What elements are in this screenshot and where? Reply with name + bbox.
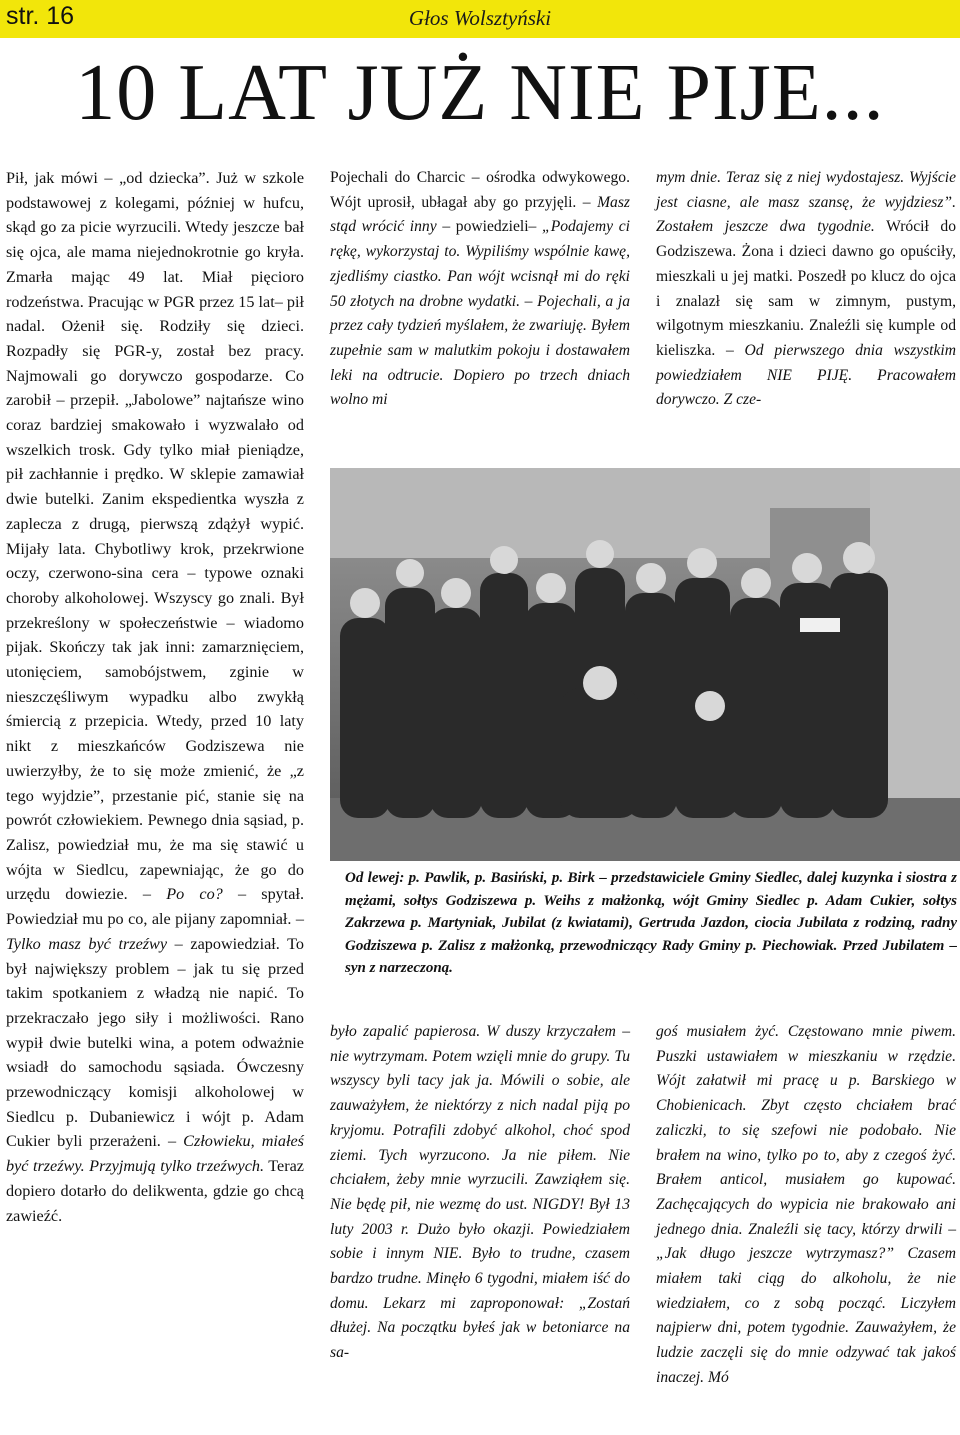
article-column-2 (330, 166, 630, 413)
article-column-1 (6, 166, 304, 1228)
text-run: Po co? (166, 885, 223, 904)
text-run: – powiedzieli– (436, 218, 543, 236)
article-column-5 (656, 1020, 956, 1391)
text-run: Od pierwszego dnia wszystkim powiedziałem NIE PIJĘ. Pracowałem dorywczo. Z cze- (656, 341, 956, 409)
article-column-3 (656, 166, 956, 413)
text-run: Pił, jak mówi – „od dziecka”. Już w szkole podstawowej z kolegami, później w hufcu, skąd go za picie wyrzucili. Wtedy jeszcze bał się ojca, ale mama niejednokrotnie go kryła. Zmarła mając 49 lat. Miał pięcioro rodzeństwa. Pracując w PGR przez 15 lat– pił nadal. Ożenił się. Rodziły się dzieci. Rozpadły się PGR-y, został bez pracy. Najmowali go dorywczo gospodarze. Co zarobił – przepił. „Jabolowe” najtańsze wino coraz bardziej smakowało i wyzwalało od wszelkich trosk. Gdy tylko miał pieniądze, pił zachłannie i prędko. W sklepie zamawiał dwie butelki. Zanim ekspedientka wyszła z zaplecza z drugą, pierwszą zdążył wypić. Mijały lata. Chybotliwy krok, przekrwione oczy, czerwono-sina cera – typowe oznaki choroby alkoholowej. Wszyscy go znali. Był przekreślony w społeczeństwie – wiadomo pijak. Skończy tak jak inni: zamarznięciem, utonięciem, samobójstwem, zginie w nieszczęśliwym wypadku albo zwykłą śmiercią z przepicia. Wtedy, przed 10 laty nikt z mieszkańców Godziszewa nie uwierzyłby, że to się może zmienić, że „z tego wyjdzie”, przestanie pić, stanie się na powrót człowiekiem. Pewnego dnia sąsiad, p. Zalisz, powiedział mu, że ma się stawić u wójta w Siedlcu, zapewniając, że go do urzędu dowiezie. – (6, 169, 304, 904)
text-run: Pojechali do Charcic – ośrodka odwykowego. Wójt uprosił, ubłagał aby go przyjęli. – (330, 169, 630, 211)
text-run: mym dnie. Teraz się z niej wydostajesz. Wyjście jest ciasne, ale masz szansę, że wyjdziesz”. (656, 169, 956, 211)
group-photo-icon (330, 468, 960, 861)
group-photo (330, 468, 960, 861)
newspaper-name: Głos Wolsztyński (408, 6, 552, 30)
text-run: Masz stąd wrócić inny (330, 193, 630, 236)
photo-caption: Od lewej: p. Pawlik, p. Basiński, p. Birk – przedstawiciele Gminy Siedlec, dalej kuzynka i siostra z mężami, sołtys Godziszewa p. Weihs z małżonką, wójt Gminy Siedlec p. Adam Cukier, sołtys Zakrzewa p. Martyniak, Jubilat (z kwiatami), Gertruda Jazdon, ciocia Jubilata z rodziną, radny Godziszewa p. Zalisz z małżonką, przewodniczący Rady Gminy p. Piechowiak. Przed Jubilatem – syn z narzeczoną. (345, 870, 957, 976)
text-run: Teraz dopiero dotarło do delikwenta, gdzie go chcą zawieźć. (6, 1157, 304, 1225)
text-run: Tylko masz być trzeźwy (6, 934, 168, 953)
page-number: str. 16 (6, 2, 75, 30)
text-run: goś musiałem żyć. Częstowano mnie piwem. Puszki ustawiałem w mieszkaniu w rzędzie. Wójt załatwił mi pracę u p. Barskiego w Chobienicach. Zbyt często chciałem brać zaliczki, to się szefowi nie podobało. Nie brałem na wino, tylko po to, aby z czegoś żyć. Brałem anticol, musiałem go kupować. Zachęcających do wypicia nie brakowało ani jednego dnia. Znaleźli się tacy, którzy drwili – „Jak długo jeszcze wytrzymasz?” Czasem miałem taki ciąg do alkoholu, że nie wiedziałem, co z sobą począć. Liczyłem najpierw dni, potem tygodnie. Zauważyłem, że ludzie zaczęli się do mnie odzywać tak jakoś inaczej. Mó (656, 1023, 956, 1386)
text-run: Wrócił do Godziszewa. Żona i dzieci dawno go opuściły, mieszkali u jej matki. Poszedł po klucz do ojca i znalazł się sam w zimnym, pustym, wilgotnym mieszkaniu. Znaleźli się kumple od kieliszka. – (656, 218, 956, 359)
text-run: Człowieku, miałeś być trzeźwy. Przyjmują tylko trzeźwych. (6, 1132, 304, 1176)
article-column-4 (330, 1020, 630, 1366)
article-headline: 10 LAT JUŻ NIE PIJE... (75, 49, 885, 137)
text-run: „Podajemy ci rękę, wykorzystaj to. Wypiliśmy wspólnie kawę, zjedliśmy ciastko. Pan wójt wcisnął mi do ręki 50 złotych na drobne wydatki. – Pojechali, a ja przez cały tydzień myślałem, że zwariuję. Byłem zupełnie sam w malutkim pokoju i dostawałem leki na odtrucie. Dopiero po trzech dniach wolno mi (330, 218, 630, 409)
text-run: było zapalić papierosa. W duszy krzyczałem – nie wytrzymam. Potem wzięli mnie do grupy. Tu wszyscy byli tacy jak ja. Mówili o sobie, ale zauważyłem, że niektórzy z nich nadal piją po kryjomu. Potrafili zdobyć alkohol, choć spod ziemi. Tych wyrzucono. Ja nie piłem. Nie chciałem, żeby mnie wyrzucili. Zawziąłem się. Nie będę pił, nie wezmę do ust. NIGDY! Był 13 luty 2003 r. Dużo było okazji. Powiedziałem sobie i innym NIE. Było to trudne, czasem bardzo trudne. Minęło 6 tygodni, miałem iść do domu. Lekarz mi zaproponował: „Zostań dłużej. Na początku byłeś jak w betoniarce na sa- (330, 1023, 630, 1362)
text-run: – spytał. Powiedział mu po co, ale pijany zapomniał. – (6, 885, 304, 929)
text-run: Zostałem jeszcze dwa tygodnie. (656, 218, 875, 236)
text-run: – zapowiedział. To był największy problem – jak tu się przed takim spotkaniem z władzą nie napić. To przekraczało jego siły i możliwości. Rano wypił dwie butelki wina, a potem odważnie wsiadł do samochodu sąsiada. Ówczesny przewodniczący komisji alkoholowej w Siedlcu p. Dubaniewicz i wójt p. Adam Cukier byli przerażeni. – (6, 934, 305, 1151)
